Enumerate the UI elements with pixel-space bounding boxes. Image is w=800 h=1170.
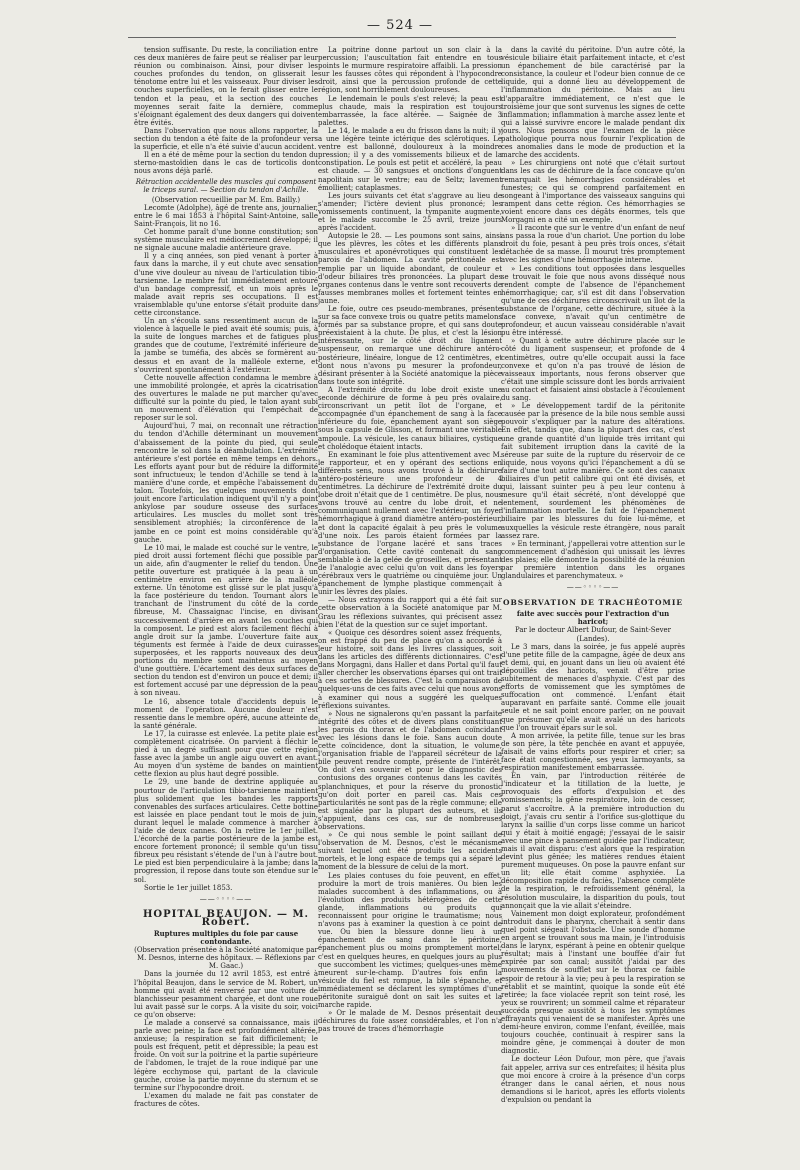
paragraph: L'examen du malade ne fait pas constater de fractures de côtes. xyxy=(134,1091,318,1108)
paragraph: Cette nouvelle affection condamna le membre à une immobilité prolongée, et après la cicatrisation des ouvertures le malade ne put marcher qu'avec difficulté sur la pointe du pied, le talon ayant subi un mouvement d'élévation qui l'empêchait de reposer sur le sol. xyxy=(134,373,318,423)
paragraph: A mon arrivée, la petite fille, tenue sur les bras de son père, la tête penchée en avant et appuyée, faisait de vains efforts pour respirer et crier; sa face était congestionnée, ses yeux larmoyants, sa respiration manifestement embarrassée. xyxy=(501,731,685,773)
paragraph: — Nous extrayons du rapport qui a été fait sur cette observation à la Société anatomique par M. Grau les réflexions suivantes, qui précisent assez bien l'état de la question sur ce sujet important. xyxy=(318,596,502,629)
paragraph: Le 10 mai, le malade est couché sur le ventre, le pied droit aussi fortement fléchi que possible par un aide, afin d'augmenter le relief du tendon. Une petite ouverture est pratiquée à la peau à un centimètre environ en arrière de la malléole externe. Un ténotome est glissé sur le plat jusqu'à la face postérieure du tendon. Tournant alors le tranchant de l'instrument du côté de la corde fibreuse, M. Chassaignac l'incise, en divisant successivement d'arrière en avant les couches qui la composent. Le pied est alors facilement fléchi à angle droit sur la jambe. L'ouverture faite aux téguments est fermée à l'aide de deux cuirasses superposées, et les rapports nouveaux des deux portions du membre sont maintenus au moyen d'une gouttière. L'écartement des deux surfaces de section du tendon est d'environ un pouce et demi; il est fortement accusé par une dépression de la peau à son niveau. xyxy=(134,543,318,698)
section-credit: Par le docteur Albert Dufour, de Saint-Sever (Landes). xyxy=(515,626,671,643)
paragraph: Dans la journée du 12 avril 1853, est entré à l'hôpital Beaujon, dans le service de M. Robert, un homme qui avait été renversé par une voiture de blanchisseur pesamment chargée, et dont une roue lui avait passé sur le corps. A la visite du soir, voici ce qu'on observe: xyxy=(134,970,318,1019)
column-1 xyxy=(134,46,318,1156)
paragraph: » Les chirurgiens ont noté que c'était surtout dans les cas de déchirure de la face concave qu'on remarquait les hémorrhagies considérables et funestes; ce qui se comprend parfaitement en songeant à l'importance des vaisseaux sanguins qui rampent dans cette région. Ces hémorrhagies se voient encore dans ces dégâts énormes, tels que Morgagni en a cité un exemple. xyxy=(501,159,685,224)
paragraph: Sortie le 1er juillet 1853. xyxy=(144,883,233,892)
paragraph: Dans l'observation que nous allons rapporter, la section du tendon a été faite de la profondeur vers la superficie, et elle n'a été suivie d'aucun accident. xyxy=(134,126,318,152)
paragraph: » En terminant, j'appellerai votre attention sur le commencement d'adhésion qui unissait les lèvres des plaies; elle démontre la possibilité de la réunion par première intention dans les organes glandulaires et parenchymateux. » xyxy=(501,539,685,581)
paragraph: Le 29, une bande de dextrine appliquée au pourtour de l'articulation tibio-tarsienne maintient plus solidement que les bandes les rapports convenables des surfaces articulaires. Cette bottine est laissée en place pendant tout le mois de juin, durant lequel le malade commence à marcher à l'aide de deux cannes. On la retire le 1er juillet. L'écorché de la partie postérieure de la jambe est encore fortement prononcé; il semble qu'un tissu fibreux peu résistant s'étende de l'un à l'autre bout. Le pied est bien perpendiculaire à la jambe; dans la progression, il repose dans toute son étendue sur le sol. xyxy=(134,778,318,884)
paragraph: A l'extrémité droite du lobe droit existe une seconde déchirure de forme à peu près ovalaire, circonscrivant un petit îlot de l'organe, et accompagnée d'un épanchement de sang à la face inférieure du foie, épanchement ayant son siège sous la capsule de Glisson, et formant une véritable ampoule. La vésicule, les canaux biliaires, cystique et cholédoque étaient intacts. xyxy=(318,385,502,451)
paragraph: Un an s'écoula sans ressentiment aucun de la violence à laquelle le pied avait été soumis; puis, à la suite de longues marches et de fatigues plus grandes que de coutume, l'extrémité inférieure de la jambe se tuméfia, des abcès se formèrent au-dessus et en avant de la malléole externe, et s'ouvrirent spontanément à l'extérieur. xyxy=(134,317,318,374)
observation-credit: (Observation recueillie par M. Em. Bailly.) xyxy=(151,195,301,204)
paragraph: Le docteur Léon Dufour, mon père, que j'avais fait appeler, arriva sur ces entrefaites; il hésita plus que moi encore à croire à la présence d'un corps étranger dans le canal aérien, et nous nous demandions si le haricot, après les efforts violents d'expulsion ou pendant la xyxy=(501,1055,685,1104)
column-3 xyxy=(501,46,685,1156)
section-separator: ——◦◦◦◦—— xyxy=(199,894,253,903)
header-rule xyxy=(128,37,676,38)
section-separator: ——◦◦◦◦—— xyxy=(566,583,620,592)
paragraph: dans la cavité du péritoine. D'un autre côté, la vésicule biliaire était parfaitement intacte, et c'est un épanchement de bile caractérisé par la consistance, la couleur et l'odeur bien connue de ce liquide, qui a donné lieu au développement de l'inflammation du péritoine. Mais au lieu d'apparaître immédiatement, ce n'est que le troisième jour que sont survenus les signes de cette inflammation; inflammation à marche assez lente et qui a laissé survivre encore le malade pendant dix jours. Nous pensons que l'examen de la pièce pathologique pourra nous fournir l'explication de ces anomalies dans le mode de production et la marche des accidents. xyxy=(501,46,685,160)
paragraph: Les plaies contuses du foie peuvent, en effet, produire la mort de trois manières. Ou bien les malades succombent à des inflammations, ou à l'évolution des produits hétérogènes de cette glande, inflammations ou produits qui reconnaissent pour origine le traumatisme; nous n'avons pas à examiner la question à ce point de vue. Ou bien la blessure donne lieu à un épanchement de sang dans le péritoine, épanchement plus ou moins promptement mortel; c'est en quelques heures, en quelques jours au plus que succombent les victimes; quelques-unes même meurent sur-le-champ. D'autres fois enfin la vésicule du fiel est rompue, la bile s'épanche, et immédiatement se déclarent les symptômes d'une péritonite suraiguë dont on sait les suites et la marche rapide. xyxy=(318,871,502,1010)
paragraph: tension suffisante. Du reste, la conciliation entre ces deux manières de faire peut se réaliser par leur réunion ou combinaison. Ainsi, pour diviser les couches profondes du tendon, on glisserait le ténotome entre lui et les vaisseaux. Pour diviser les couches superficielles, on le ferait glisser entre le tendon et la peau, et la section des couches moyennes serait faite la dernière, comme s'éloignant également des deux dangers qui doivent être évités. xyxy=(134,46,318,127)
paragraph: En vain, par l'introduction réitérée de l'indicateur et la titillation de la luette, je provoquais des efforts d'expulsion et des vomissements; la gêne respiratoire, loin de cesser, parut s'accroître. A la première introduction du doigt, j'avais cru sentir à l'orifice sus-glottique du larynx la saillie d'un corps lisse comme un haricot qui y était à moitié engagé; j'essayai de le saisir avec une pince à pansement guidée par l'indicateur, mais il avait disparu: c'est alors que la respiration devint plus gênée; les matières rendues étaient purement muqueuses. On pose la pauvre enfant sur un lit; elle était comme asphyxiée. La décomposition rapide du faciès, l'absence complète de la respiration, le refroidissement général, la résolution musculaire, la disparition du pouls, tout annonçait que la vie allait s'éteindre. xyxy=(501,772,685,910)
paragraph: » Le développement tardif de la péritonite causée par la présence de la bile nous semble aussi pouvoir s'expliquer par la nature des altérations. En effet, tandis que, dans la plupart des cas, c'est une grande quantité d'un liquide très irritant qui fait subitement irruption dans la cavité de la séreuse par suite de la rupture du réservoir de ce liquide, nous voyons qu'ici l'épanchement a dû se faire d'une tout autre manière. Ce sont des canaux biliaires d'un petit calibre qui ont été divisés, et qui, laissant suinter peu à peu leur contenu à mesure qu'il était sécrété, n'ont développé que lentement, sourdement les phénomènes de l'inflammation mortelle. Le fait de l'épanchement biliaire par les blessures du foie lui-même, et auxquelles la vésicule reste étrangère, nous paraît assez rare. xyxy=(501,402,685,540)
paragraph: » Quant à cette autre déchirure placée sur le côté du ligament suspenseur, et profonde de 4 centimètres, outre qu'elle occupait aussi la face convexe et qu'on n'a pas trouvé de lésion de vaisseaux importants, nous ferons observer que c'était une simple scissure dont les bords arrivaient au contact et faisaient ainsi obstacle à l'écoulement du sang. xyxy=(501,337,685,403)
paragraph: Il en a été de même pour la section du tendon du sterno-mastoïdien dans le cas de torticolis dont nous avons déjà parlé. xyxy=(134,151,318,176)
page-number: — 524 — xyxy=(366,18,434,33)
paragraph: Le 16, absence totale d'accidents depuis le moment de l'opération. Aucune douleur n'est ressentie dans le membre opéré, aucune atteinte de la santé générale. xyxy=(134,697,318,730)
paragraph: Cet homme paraît d'une bonne constitution; son système musculaire est médiocrement développé; il ne signale aucune maladie antérieure grave. xyxy=(134,228,318,253)
paragraph: Le lendemain le pouls s'est relevé; la peau est plus chaude, mais la respiration est toujours embarrassée, la face altérée. — Saignée de 3 palettes. xyxy=(318,94,502,127)
paragraph: Le malade a conservé sa connaissance, mais il parle avec peine; la face est profondément altérée, anxieuse; la respiration se fait difficilement; le pouls est fréquent, petit et dépressible; la peau est froide. On voit sur la poitrine et la partie supérieure de l'abdomen, le trajet de la roue indiqué par une légère ecchymose qui, partant de la clavicule gauche, croise la partie moyenne du sternum et se termine sur l'hypocondre droit. xyxy=(134,1018,318,1092)
paragraph: Autopsie le 28. — Les poumons sont sains, ainsi que les plèvres, les côtes et les différents plans musculaires et aponévrotiques qui constituent les parois de l'abdomen. La cavité péritonéale est remplie par un liquide abondant, de couleur et d'odeur biliaires très prononcées. La plupart des organes contenus dans le ventre sont recouverts de fausses membranes molles et fortement teintes en jaune. xyxy=(318,232,502,305)
case-subtitle: Rétraction accidentelle des muscles qui composent le triceps sural. — Section du tendon d'Achille. xyxy=(135,177,317,194)
paragraph: Le 3 mars, dans la soirée, je fus appelé auprès d'une petite fille de la campagne, âgée de deux ans et demi, qui, en jouant dans un lieu où avaient été dépouillés des haricots, venait d'être prise subitement de menaces d'asphyxie. C'est par des efforts de vomissement que les symptômes de suffocation ont commencé. L'enfant était auparavant en parfaite santé. Comme elle jouait seule et ne sait point encore parler, on ne pouvait que présumer qu'elle avait avalé un des haricots que l'on trouvait épars sur le sol. xyxy=(501,642,685,732)
paragraph: Le 14, le malade a eu du frisson dans la nuit; il y a une légère teinte ictérique des sclérotiques. Le ventre est ballonné, douloureux à la moindre pression; il y a des vomissements bilieux et de la constipation. Le pouls est petit et accéléré, la peau est chaude. — 30 sangsues et onctions d'onguent napolitain sur le ventre; eau de Seltz; lavement émollient; cataplasmes. xyxy=(318,126,502,192)
paragraph: » Or le malade de M. Desnos présentait deux déchirures du foie assez considérables, et l'on n'a pas trouvé de traces d'hémorrhagie xyxy=(318,1009,502,1034)
section-title: OBSERVATION DE TRACHÉOTOMIE xyxy=(502,598,684,608)
paragraph: Les jours suivants cet état s'aggrave au lieu de s'amender; l'ictère devient plus prononcé; les vomissements continuent, la tympanite augmente, et le malade succombe le 25 avril, treize jours après l'accident. xyxy=(318,191,502,233)
section-credit: (Observation présentée à la Société anatomique par M. Desnos, interne des hôpitaux. — Réflexions par M. Gaac.) xyxy=(134,946,318,971)
paragraph: « Quoique ces désordres soient assez fréquents, on est frappé du peu de place qu'on a accordé à leur histoire, soit dans les livres classiques, soit dans les articles des différents dictionnaires. C'est dans Morgagni, dans Haller et dans Portal qu'il faut aller chercher les observations éparses qui ont trait à ces sortes de blessures. C'est la comparaison de quelques-uns de ces faits avec celui que nous avons à examiner qui nous a suggéré les quelques réflexions suivantes. xyxy=(318,628,502,710)
paragraph: » Ce qui nous semble le point saillant de l'observation de M. Desnos, c'est le mécanisme suivant lequel ont été produits les accidents mortels, et le long espace de temps qui a séparé le moment de la blessure de celui de la mort. xyxy=(318,831,502,872)
paragraph: Aujourd'hui, 7 mai, on reconnaît une rétraction du tendon d'Achille déterminant un mouvement d'abaissement de la pointe du pied, qui seule rencontre le sol dans la déambulation. L'extrémité antérieure s'est portée en même temps en dehors. Les efforts ayant pour but de réduire la difformité sont infructueux; le tendon d'Achille se tend à la manière d'une corde, et empêche l'abaissement du talon. Toutefois, les quelques mouvements dont jouit encore l'articulation indiquent qu'il n'y a point ankylose par soudure osseuse des surfaces articulaires. Les muscles du mollet sont très sensiblement atrophiés; la circonférence de la jambe en ce point est moins considérable qu'à gauche. xyxy=(134,422,318,544)
paragraph: En examinant le foie plus attentivement avec M. le rapporteur, et en y opérant des sections en différents sens, nous avons trouvé à la déchirure antéro-postérieure une profondeur de 4 centimètres. La déchirure de l'extrémité droite du lobe droit n'était que de 1 centimètre. De plus, nous avons trouvé au centre du lobe droit, et ne communiquant nullement avec l'extérieur, un foyer hémorrhagique à grand diamètre antéro-postérieur, et dont la capacité égalait à peu près le volume d'une noix. Les parois étaient formées par la substance de l'organe lacéré et sans traces d'organisation. Cette cavité contenait du sang semblable à de la gelée de groseilles, et présentant de l'analogie avec celui qu'on voit dans les foyers cérébraux vers le quatrième ou cinquième jour. Un épanchement de lymphe plastique commençait à unir les lèvres des plaies. xyxy=(318,450,502,597)
paragraph: Le 17, la cuirasse est enlevée. La petite plaie est complètement cicatrisée. On parvient à fléchir le pied à un degré suffisant pour que cette région fasse avec la jambe un angle aigu ouvert en avant. Au moyen d'un système de bandes on maintient cette flexion au plus haut degré possible. xyxy=(134,729,318,779)
paragraph: Il y a cinq années, son pied venant à porter à faux dans la marche, il y eut chute avec sensation d'une vive douleur au niveau de l'articulation tibio-tarsienne. Le membre fut immédiatement entouré d'un bandage compressif, et un mois après le malade avait repris ses occupations. Il est vraisemblable qu'une entorse s'était produite dans cette circonstance. xyxy=(134,252,318,317)
paragraph: » Nous ne signalerons qu'en passant la parfaite intégrité des côtes et de divers plans constituant les parois du thorax et de l'abdomen coïncidant avec les lésions dans le foie. Sans aucun doute cette coïncidence, dont la situation, le volume, l'organisation friable de l'appareil sécréteur de la bile peuvent rendre compte, présente de l'intérêt. On doit s'en souvenir et pour le diagnostic des contusions des organes contenus dans les cavités splanchniques, et pour la réserve du pronostic qu'on doit porter en pareil cas. Mais ces particularités ne sont pas de la règle commune; elle est signalée par la plupart des auteurs, et ils s'appuient, dans ces cas, sur de nombreuses observations. xyxy=(318,709,502,831)
column-2 xyxy=(318,46,502,1156)
section-title: HOPITAL BEAUJON. — M. Robert. xyxy=(142,908,309,928)
paragraph: Lecomte (Adolphe), âgé de trente ans, journalier, entre le 6 mai 1853 à l'hôpital Saint-Antoine, salle Saint-François, lit no 16. xyxy=(134,203,318,228)
section-subtitle: faite avec succès pour l'extraction d'un haricot; xyxy=(516,609,670,627)
paragraph: Le foie, outre ces pseudo-membranes, présente sur sa face convexe trois ou quatre petits mamelons formés par sa substance propre, et qui sans doute préexistaient à la chute. De plus, et c'est la lésion intéressante, sur le côté droit du ligament suspenseur, on remarque une déchirure antéro-postérieure, linéaire, longue de 12 centimètres, et dont nous n'avons pu mesurer la profondeur, désirant présenter à la Société anatomique la pièce dans toute son intégrité. xyxy=(318,305,502,386)
paragraph: » Les conditions tout opposées dans lesquelles se trouvait le foie que nous avons disséqué nous rendent compte de l'absence de l'épanchement hémorrhagique; car, s'il est dit dans l'observation qu'une de ces déchirures circonscrivait un îlot de la substance de l'organe, cette déchirure, située à la face convexe, n'avait qu'un centimètre de profondeur, et aucun vaisseau considérable n'avait pu être intéressé. xyxy=(501,264,685,338)
paragraph: La poitrine donne partout un son clair à la percussion; l'auscultation fait entendre en tous points le murmure respiratoire affaibli. La pression sur les fausses côtes qui répondent à l'hypocondre droit, ainsi que la percussion profonde de cette région, sont horriblement douloureuses. xyxy=(318,46,502,95)
paragraph: » Il raconte que sur le ventre d'un enfant de neuf ans passa la roue d'un chariot. Une portion du lobe droit du foie, pesant à peu près trois onces, s'était détachée de sa masse. Il mourut très promptement avec les signes d'une hémorrhagie interne. xyxy=(501,224,685,265)
section-subtitle: Ruptures multiples du foie par cause contondante. xyxy=(153,928,299,947)
paragraph: Vainement mon doigt explorateur, profondément introduit dans le pharynx, cherchait à sentir dans quel point siégeait l'obstacle. Une sonde d'homme en argent se trouvant sous ma main, je l'introduisis dans le larynx, espérant à peine en obtenir quelque résultat; mais à l'instant une bouffée d'air fut expirée par son canal; aussitôt j'aidai par des mouvements de soufflet sur le thorax ce faible espoir de retour à la vie; peu à peu la respiration se rétablit et se maintint, quoique la sonde eût été retirée; la face violacée reprit son teint rosé, les yeux se rouvrirent; un sommeil calme et réparateur succéda presque aussitôt à tous les symptômes effrayants qui venaient de se manifester. Après une demi-heure environ, comme l'enfant, éveillée, mais toujours couchée, continuait à respirer sans la moindre gêne, je commençai à douter de mon diagnostic. xyxy=(501,909,685,1056)
